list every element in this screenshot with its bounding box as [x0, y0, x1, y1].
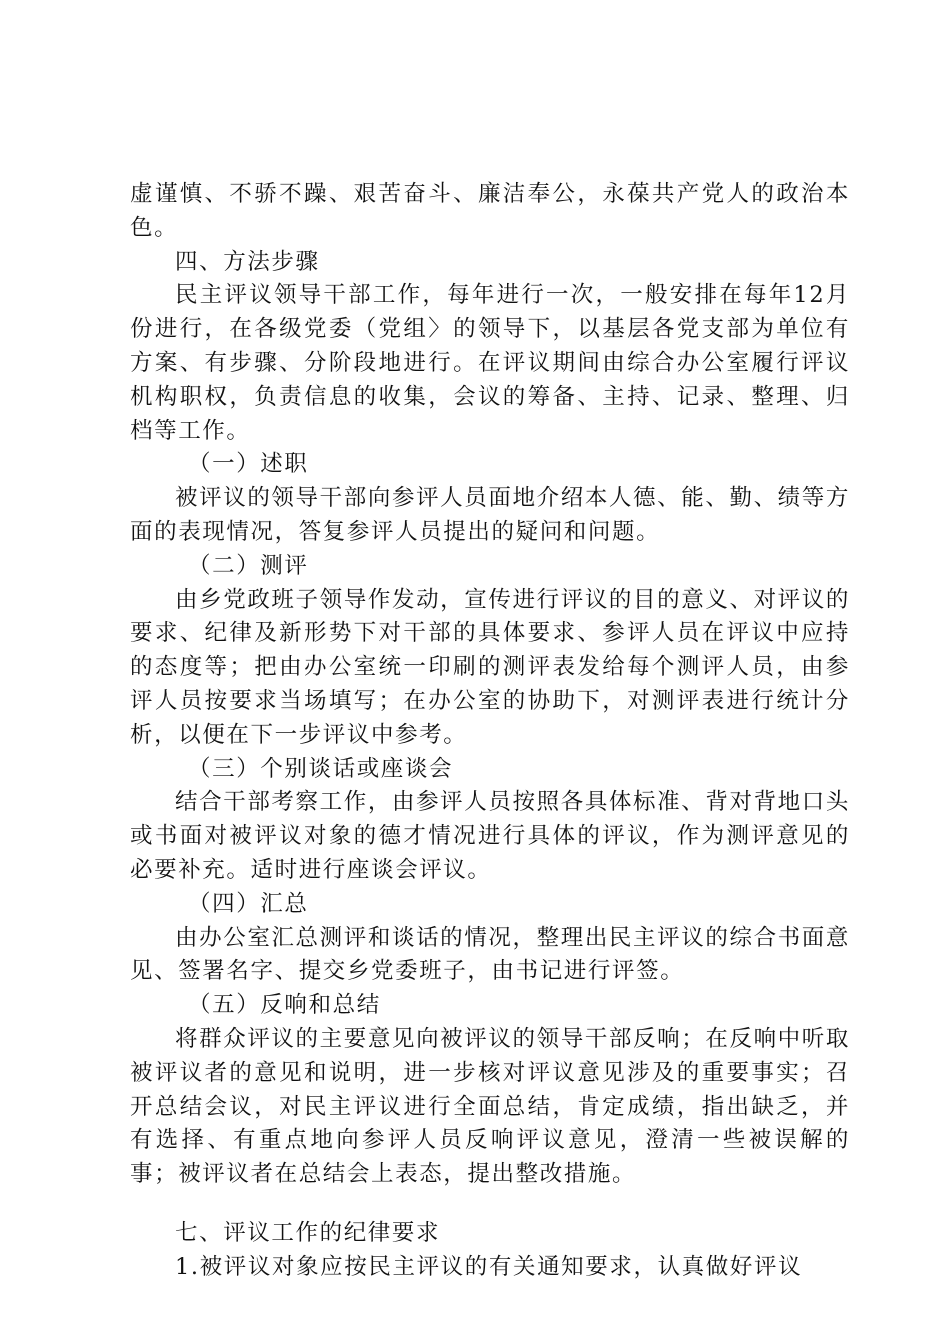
paragraph-methods-intro: 民主评议领导干部工作，每年进行一次，一般安排在每年12月份进行，在各级党委（党组〉的领导下，以基层各党支部为单位有方案、有步骤、分阶段地进行。在评议期间由综合办公室履行评议机构职权，负责信息的收集，会议的筹备、主持、记录、整理、归档等工作。 [130, 282, 850, 444]
subheading-evaluation: （二）测评 [188, 552, 309, 579]
section-heading-methods: 四、方法步骤 [175, 248, 320, 275]
paragraph-talks: 结合干部考察工作，由参评人员按照各具体标准、背对背地口头或书面对被评议对象的德才情况进行具体的评议，作为测评意见的必要补充。适时进行座谈会评议。 [130, 789, 850, 883]
subheading-feedback: （五）反响和总结 [188, 992, 381, 1019]
subheading-summary: （四）汇总 [188, 890, 309, 917]
paragraph-discipline-1: 1.被评议对象应按民主评议的有关通知要求，认真做好评议 [175, 1253, 803, 1280]
subheading-report: （一）述职 [188, 451, 309, 478]
section-heading-discipline: 七、评议工作的纪律要求 [175, 1219, 441, 1246]
paragraph-feedback: 将群众评议的主要意见向被评议的领导干部反响；在反响中听取被评议者的意见和说明，进一步核对评议意见涉及的重要事实；召开总结会议，对民主评议进行全面总结，肯定成绩，指出缺乏，并有选择、有重点地向参评人员反响评议意见，澄清一些被误解的事；被评议者在总结会上表态，提出整改措施。 [130, 1025, 850, 1188]
paragraph-report: 被评议的领导干部向参评人员面地介绍本人德、能、勤、绩等方面的表现情况，答复参评人员提出的疑问和问题。 [130, 485, 850, 545]
paragraph-evaluation: 由乡党政班子领导作发动，宣传进行评议的目的意义、对评议的要求、纪律及新形势下对干部的具体要求、参评人员在评议中应持的态度等；把由办公室统一印刷的测评表发给每个测评人员，由参评人员按要求当场填写；在办公室的协助下，对测评表进行统计分析，以便在下一步评议中参考。 [130, 586, 850, 748]
section-gap [130, 1192, 850, 1217]
paragraph-summary: 由办公室汇总测评和谈话的情况，整理出民主评议的综合书面意见、签署名字、提交乡党委班子，由书记进行评签。 [130, 924, 850, 985]
subheading-talks: （三）个别谈话或座谈会 [188, 755, 454, 782]
document-body [130, 178, 850, 1285]
paragraph-continuation: 虚谨慎、不骄不躁、艰苦奋斗、廉洁奉公，永葆共产党人的政治本色。 [130, 181, 850, 241]
